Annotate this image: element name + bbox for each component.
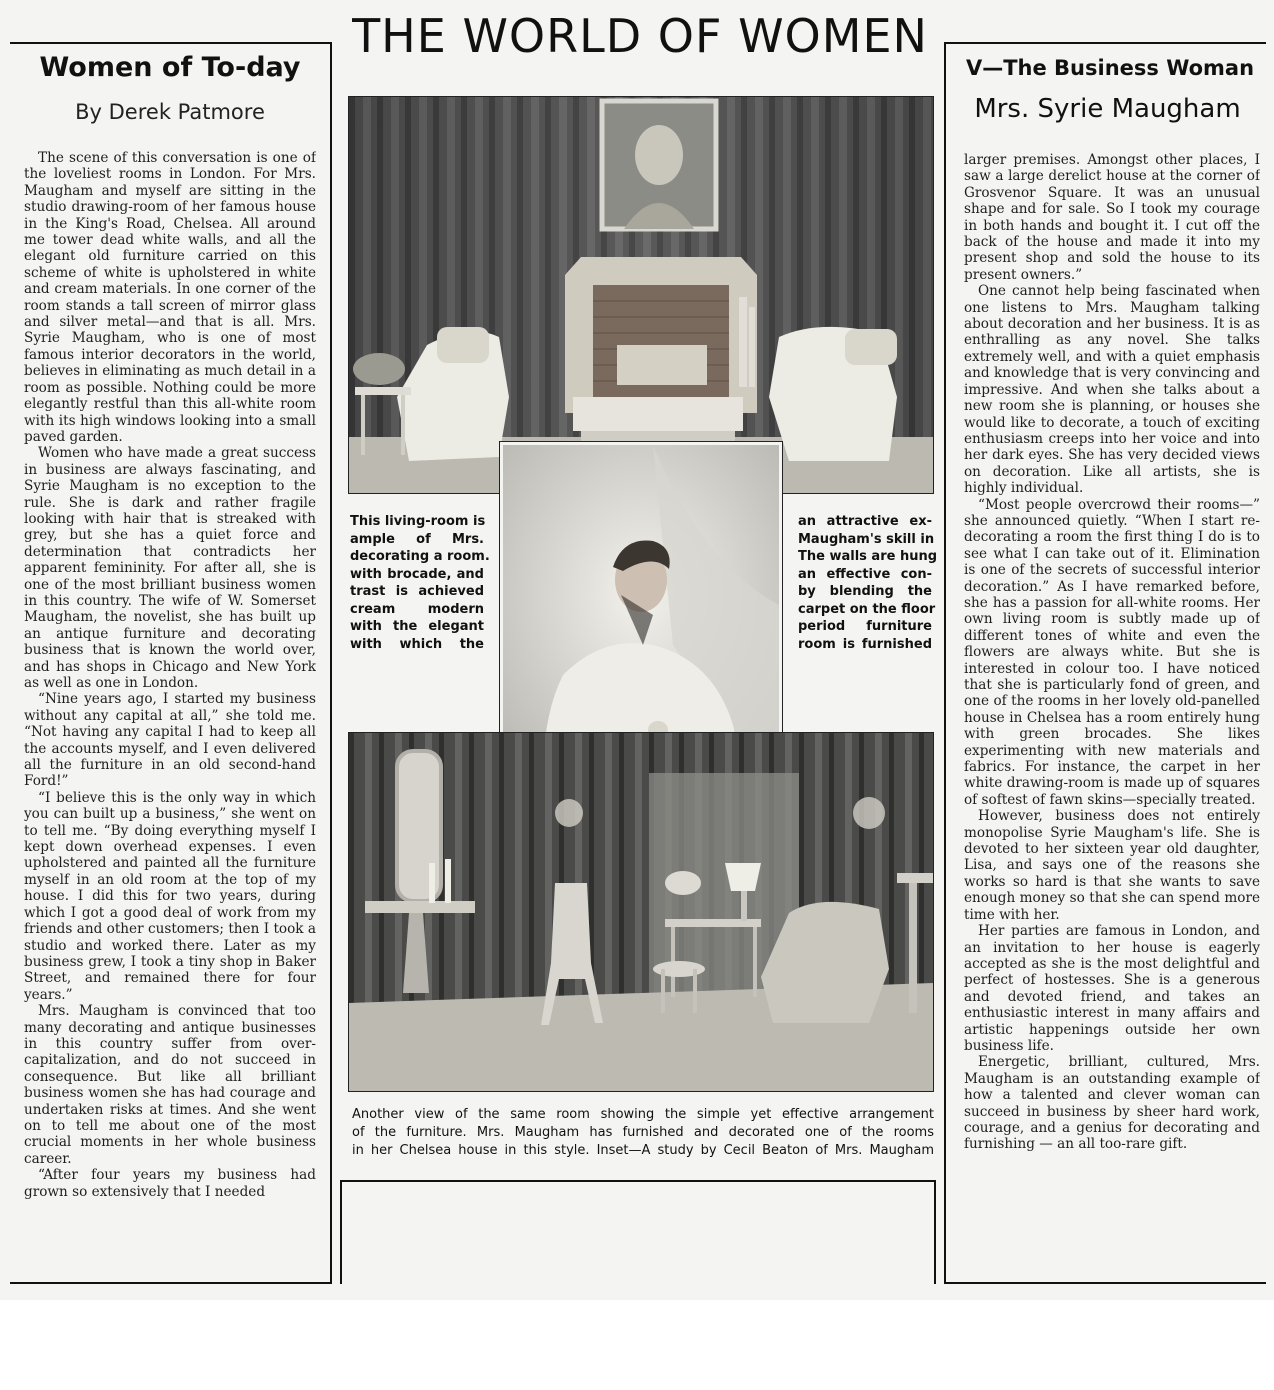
caption-line: room is furnished bbox=[798, 636, 932, 652]
paragraph: “Nine years ago, I started my business without any capital at all,” she told me. “Not having any capital I had to keep all the accounts myself, and I even delivered all the furniture in an old second-hand Ford!” bbox=[24, 691, 316, 790]
left-text-column bbox=[24, 150, 316, 1245]
inset-portrait-photo bbox=[500, 442, 782, 780]
paragraph: larger premises. Amongst other places, I saw a large derelict house at the corner of Grosvenor Square. It was an unusual shape and for sale. So I took my courage in both hands and bought it. I cut off the back of the house and made it into my present shop and sold the house to its present owners.” bbox=[964, 152, 1260, 283]
caption-line: in her Chelsea house in this style. Inset—A study by Cecil Beaton of Mrs. Maugham bbox=[352, 1143, 934, 1158]
caption-line: The walls are hung bbox=[798, 549, 938, 564]
caption-line: Maugham's skill in bbox=[798, 531, 935, 547]
caption-line: with brocade, and bbox=[350, 566, 484, 582]
series-heading: V—The Business Woman bbox=[965, 56, 1255, 80]
console-table bbox=[365, 901, 475, 913]
paragraph: Energetic, brilliant, cultured, Mrs. Maugham is an outstanding example of how a talented and clever woman can succeed in business by sheer hard work, courage, and a genius for decorating and furnishing — an all too-rare gift. bbox=[964, 1054, 1260, 1153]
photo-caption bbox=[352, 1106, 934, 1160]
caption-left-fragment bbox=[350, 513, 490, 653]
table-lamp bbox=[725, 863, 761, 891]
paragraph: However, business does not entirely monopolise Syrie Maugham's life. She is devoted to her sixteen year old daughter, Lisa, and says one of the reasons she works so hard is that she wants to save enough money so that she can spend more time with her. bbox=[964, 808, 1260, 923]
article-title: Women of To-day bbox=[39, 52, 301, 83]
caption-line: with which the bbox=[350, 636, 484, 652]
top-rule-right bbox=[944, 42, 1266, 44]
caption-line: This living-room is bbox=[350, 514, 486, 529]
caption-line: period furniture bbox=[798, 619, 932, 634]
caption-line: decorating a room. bbox=[350, 549, 490, 564]
paragraph: “Most people overcrowd their rooms—” she announced quietly. “When I start re-decorating a room the first thing I do is to see what I can take out of it. Elimination is one of the secrets of successful interior decoration.” As I have remarked before, she has a passion for all-white rooms. Her own living room is subtly made up of different tones of white and even the flowers are always white. But she is interested in colour too. I have noticed that she is particularly fond of green, and one of the rooms in her lovely old-panelled house in Chelsea has a room entirely hung with green brocades. She likes experimenting with new materials and fabrics. For instance, the carpet in her white drawing-room is made up of squares of softest of fawn skins—specially treated. bbox=[964, 496, 1260, 808]
caption-line: by blending the bbox=[798, 584, 932, 599]
caption-line: an attractive ex- bbox=[798, 514, 932, 529]
caption-line: with the elegant bbox=[350, 619, 484, 634]
paragraph: “After four years my business had grown so extensively that I needed bbox=[24, 1167, 316, 1200]
right-column-rule bbox=[944, 42, 946, 1284]
paragraph: Mrs. Maugham is convinced that too many decorating and antique businesses in this country suffer from over-capitalization, and do not succeed in consequence. But like all brilliant business women she has had courage and undertaken risks at times. And she went on to tell me about one of the most crucial moments in her whole business career. bbox=[24, 1003, 316, 1167]
caption-right-fragment bbox=[798, 513, 938, 653]
caption-line: trast is achieved bbox=[350, 584, 484, 599]
profile-name-heading: Mrs. Syrie Maugham bbox=[974, 94, 1241, 124]
paragraph: One cannot help being fascinated when one listens to Mrs. Maugham talking about decoration and her business. It is as enthralling as any novel. She talks extremely well, and with a quiet emphasis and knowledge that is very convincing and impressive. And when she talks about a new room she is planning, or houses she would like to decorate, a touch of exciting enthusiasm creeps into her voice and into her dark eyes. She has very decided views on decoration. Like all artists, she is highly individual. bbox=[964, 283, 1260, 497]
paragraph: Women who have made a great success in business are always fascinating, and Syrie Maugham is no exception to the rule. She is dark and rather fragile looking with hair that is streaked with grey, but she has a quiet force and determination that contradicts her apparent femininity. For after all, she is one of the most brilliant business women in this country. The wife of W. Somerset Maugham, the novelist, she has built up an antique furniture and decorating business that is known the world over, and has shops in Chicago and New York as well as one in London. bbox=[24, 445, 316, 691]
paragraph: Her parties are famous in London, and an invitation to her house is eagerly accepted as she is the most delightful and perfect of hostesses. She is a generous and devoted friend, and takes an enthusiastic interest in many affairs and artistic happenings outside her own business life. bbox=[964, 923, 1260, 1054]
right-text-column bbox=[964, 152, 1260, 1252]
bottom-rule-left bbox=[10, 1282, 332, 1284]
caption-line: cream modern bbox=[350, 601, 484, 617]
top-rule-left bbox=[10, 42, 330, 44]
second-room-photo bbox=[348, 732, 934, 1092]
caption-line: an effective con- bbox=[798, 566, 932, 582]
center-bottom-box-left bbox=[340, 1180, 342, 1284]
article-byline: By Derek Patmore bbox=[75, 100, 265, 124]
coffee-table bbox=[573, 397, 743, 431]
masthead-title: THE WORLD OF WOMEN bbox=[352, 9, 928, 63]
bottom-rule-right bbox=[944, 1282, 1266, 1284]
paragraph: “I believe this is the only way in which you can built up a business,” she went on to tell me. “By doing everything myself I kept down overhead expenses. I even upholstered and painted all the furniture myself in an old room at the top of my house. I did this for two years, during which I got a good deal of work from my friends and other customers; then I took a studio and worked there. Later as my business grew, I took a tiny shop in Baker Street, and remained there for four years.” bbox=[24, 789, 316, 1003]
caption-line: carpet on the floor bbox=[798, 601, 936, 617]
center-bottom-box-top bbox=[340, 1180, 936, 1182]
caption-line: ample of Mrs. bbox=[350, 531, 484, 547]
center-bottom-box-right bbox=[934, 1180, 936, 1284]
living-room-photo bbox=[348, 96, 934, 494]
paragraph: The scene of this conversation is one of the loveliest rooms in London. For Mrs. Maugham and myself are sitting in the studio drawing-room of her famous house in the King's Road, Chelsea. All around me tower dead white walls, and all the elegant old furniture carried on this scheme of white is upholstered in white and cream materials. In one corner of the room stands a tall screen of mirror glass and silver metal—and that is all. Mrs. Syrie Maugham, who is one of most famous interior decorators in the world, believes in eliminating as much detail in a room as possible. Nothing could be more elegantly restful than this all-white room with its high windows looking into a small paved garden. bbox=[24, 150, 316, 445]
caption-line: Another view of the same room showing the simple yet effective arrangement bbox=[352, 1107, 934, 1122]
caption-line: of the furniture. Mrs. Maugham has furnished and decorated one of the rooms bbox=[352, 1125, 934, 1140]
left-column-rule bbox=[330, 42, 332, 1284]
